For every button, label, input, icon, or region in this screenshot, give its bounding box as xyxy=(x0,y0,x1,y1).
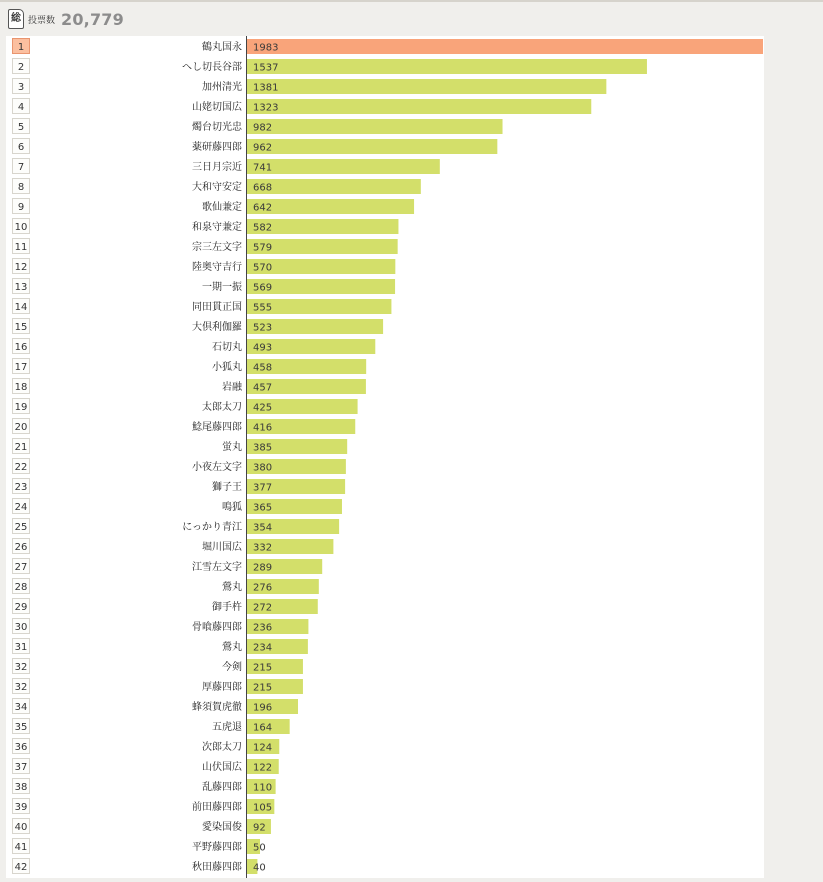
category-label: 山伏国広 xyxy=(202,762,242,773)
category-label: 次郎太刀 xyxy=(202,742,242,753)
category-label: 蛍丸 xyxy=(222,442,242,453)
category-label: 小狐丸 xyxy=(212,362,242,373)
value-label: 122 xyxy=(253,762,273,774)
ranking-row-42 xyxy=(13,859,266,875)
value-label: 40 xyxy=(253,862,266,874)
value-label: 962 xyxy=(253,142,273,154)
rank-number: 11 xyxy=(14,242,28,253)
category-label: 平野藤四郎 xyxy=(192,842,242,853)
value-label: 579 xyxy=(253,242,273,254)
ranking-row-40 xyxy=(13,819,271,835)
ranking-row-21 xyxy=(13,439,348,455)
value-bar xyxy=(247,39,763,54)
value-bar xyxy=(247,59,647,74)
rank-number: 10 xyxy=(14,222,28,233)
category-label: 愛染国俊 xyxy=(202,822,242,833)
ranking-row-31 xyxy=(13,639,308,655)
rank-number: 7 xyxy=(17,162,25,173)
ranking-row-34 xyxy=(13,699,299,715)
rank-number: 18 xyxy=(14,382,28,393)
category-label: 岩融 xyxy=(222,382,242,393)
rank-number: 1 xyxy=(17,42,25,53)
rank-number: 31 xyxy=(14,642,28,653)
ranking-row-26 xyxy=(13,539,334,555)
ranking-row-13 xyxy=(13,279,396,295)
value-label: 289 xyxy=(253,562,273,574)
vote-total-value: 20,779 xyxy=(61,9,124,29)
rank-number: 12 xyxy=(14,262,28,273)
value-label: 124 xyxy=(253,742,273,754)
value-label: 110 xyxy=(253,782,273,794)
ranking-row-3 xyxy=(13,79,607,95)
value-label: 493 xyxy=(253,342,273,354)
value-label: 1537 xyxy=(253,62,279,74)
rank-number: 34 xyxy=(14,702,28,713)
category-label: 獅子王 xyxy=(212,482,242,493)
rank-number: 23 xyxy=(14,482,28,493)
rank-number: 22 xyxy=(14,462,28,473)
rank-number: 13 xyxy=(14,282,28,293)
category-label: 小夜左文字 xyxy=(192,462,242,473)
ranking-row-5 xyxy=(13,119,503,135)
ranking-row-35 xyxy=(13,719,290,735)
value-label: 50 xyxy=(253,842,266,854)
value-label: 668 xyxy=(253,182,273,194)
value-bar xyxy=(247,99,591,114)
category-label: 一期一振 xyxy=(202,282,242,293)
ranking-row-18 xyxy=(13,379,366,395)
category-label: 鶴丸国永 xyxy=(202,42,242,53)
rank-number: 19 xyxy=(14,402,28,413)
category-label: 薬研藤四郎 xyxy=(192,142,242,153)
value-label: 741 xyxy=(253,162,273,174)
rank-number: 40 xyxy=(14,822,28,833)
rank-number: 2 xyxy=(17,62,25,73)
category-label: 堀川国広 xyxy=(202,542,242,553)
ranking-row-22 xyxy=(13,459,346,475)
category-label: 同田貫正国 xyxy=(192,302,242,313)
category-label: 山姥切国広 xyxy=(192,102,242,113)
category-label: 乱藤四郎 xyxy=(202,782,242,793)
value-label: 982 xyxy=(253,122,273,134)
ranking-row-17 xyxy=(13,359,367,375)
rank-number: 27 xyxy=(14,562,28,573)
value-label: 215 xyxy=(253,662,273,674)
category-label: 鳴狐 xyxy=(222,502,242,513)
rank-number: 35 xyxy=(14,722,28,733)
rank-number: 29 xyxy=(14,602,28,613)
rank-number: 16 xyxy=(14,342,28,353)
value-label: 272 xyxy=(253,602,273,614)
value-label: 425 xyxy=(253,402,273,414)
ranking-row-39 xyxy=(13,799,275,815)
value-label: 385 xyxy=(253,442,273,454)
rank-number: 5 xyxy=(17,122,25,133)
ranking-panel xyxy=(6,36,764,878)
value-label: 1323 xyxy=(253,102,279,114)
value-label: 582 xyxy=(253,222,273,234)
value-label: 380 xyxy=(253,462,273,474)
value-label: 377 xyxy=(253,482,273,494)
ranking-row-7 xyxy=(13,159,440,175)
category-label: 歌仙兼定 xyxy=(202,202,242,213)
category-label: 鶯丸 xyxy=(222,582,242,593)
top-border xyxy=(0,0,823,2)
ranking-row-36 xyxy=(13,739,280,755)
rank-number: 4 xyxy=(17,102,25,113)
value-label: 1983 xyxy=(253,42,279,54)
value-label: 234 xyxy=(253,642,273,654)
category-label: 大和守安定 xyxy=(192,182,242,193)
ranking-row-2 xyxy=(13,59,647,75)
category-label: 三日月宗近 xyxy=(192,162,242,173)
value-label: 570 xyxy=(253,262,273,274)
ranking-row-10 xyxy=(13,219,399,235)
value-label: 365 xyxy=(253,502,273,514)
value-label: 416 xyxy=(253,422,273,434)
rank-number: 36 xyxy=(14,742,28,753)
ranking-row-28 xyxy=(13,579,319,595)
value-bar xyxy=(247,119,503,134)
rank-number: 8 xyxy=(17,182,25,193)
category-label: にっかり青江 xyxy=(182,522,242,533)
ranking-bar-chart xyxy=(6,36,764,878)
value-label: 215 xyxy=(253,682,273,694)
category-label: 鶯丸 xyxy=(222,642,242,653)
category-label: 前田藤四郎 xyxy=(192,802,242,813)
vote-total-icon: 総 xyxy=(8,9,24,29)
ranking-row-15 xyxy=(13,319,384,335)
ranking-row-27 xyxy=(13,559,323,575)
ranking-row-14 xyxy=(13,299,392,315)
category-label: 秋田藤四郎 xyxy=(192,862,242,873)
value-label: 105 xyxy=(253,802,273,814)
value-label: 164 xyxy=(253,722,273,734)
ranking-row-33 xyxy=(13,679,303,695)
rank-number: 21 xyxy=(14,442,28,453)
ranking-row-16 xyxy=(13,339,376,355)
rank-number: 39 xyxy=(14,802,28,813)
category-label: 今剣 xyxy=(222,662,242,673)
value-label: 457 xyxy=(253,382,273,394)
ranking-row-6 xyxy=(13,139,498,155)
rank-number: 38 xyxy=(14,782,28,793)
value-label: 458 xyxy=(253,362,273,374)
ranking-row-41 xyxy=(13,839,266,855)
vote-count-label: 投票数 xyxy=(28,15,56,26)
rank-number: 9 xyxy=(17,202,25,213)
value-bar xyxy=(247,179,421,194)
rank-number: 20 xyxy=(14,422,28,433)
ranking-row-25 xyxy=(13,519,340,535)
ranking-row-4 xyxy=(13,99,592,115)
ranking-row-8 xyxy=(13,179,421,195)
value-bar xyxy=(247,159,440,174)
value-label: 569 xyxy=(253,282,273,294)
rank-number: 3 xyxy=(17,82,25,93)
rank-number: 6 xyxy=(17,142,25,153)
value-label: 354 xyxy=(253,522,273,534)
rank-number: 24 xyxy=(14,502,28,513)
category-label: 厚藤四郎 xyxy=(202,682,242,693)
category-label: 加州清光 xyxy=(202,82,242,93)
ranking-row-11 xyxy=(13,239,398,255)
category-label: 和泉守兼定 xyxy=(192,222,242,233)
category-label: 御手杵 xyxy=(212,602,242,613)
value-label: 642 xyxy=(253,202,273,214)
category-label: 五虎退 xyxy=(212,722,242,733)
category-label: 太郎太刀 xyxy=(202,402,242,413)
category-label: 蜂須賀虎徹 xyxy=(192,702,242,713)
ranking-row-30 xyxy=(13,619,309,635)
rank-number: 32 xyxy=(14,662,28,673)
ranking-row-37 xyxy=(13,759,279,775)
ranking-row-9 xyxy=(13,199,415,215)
value-bar xyxy=(247,79,606,94)
ranking-row-12 xyxy=(13,259,396,275)
value-bar xyxy=(247,139,497,154)
category-label: 石切丸 xyxy=(212,342,242,353)
ranking-row-29 xyxy=(13,599,318,615)
rank-number: 15 xyxy=(14,322,28,333)
rank-number: 32 xyxy=(14,682,28,693)
value-label: 555 xyxy=(253,302,273,314)
category-label: 骨喰藤四郎 xyxy=(192,622,242,633)
value-label: 523 xyxy=(253,322,273,334)
category-label: 大倶利伽羅 xyxy=(192,322,242,333)
category-label: 鯰尾藤四郎 xyxy=(192,422,242,433)
rank-number: 30 xyxy=(14,622,28,633)
category-label: へし切長谷部 xyxy=(182,62,242,73)
value-label: 92 xyxy=(253,822,266,834)
category-label: 宗三左文字 xyxy=(192,242,242,253)
ranking-row-24 xyxy=(13,499,342,515)
rank-number: 14 xyxy=(14,302,28,313)
category-label: 江雪左文字 xyxy=(192,562,242,573)
ranking-row-1 xyxy=(13,39,764,55)
value-label: 276 xyxy=(253,582,273,594)
category-label: 陸奥守吉行 xyxy=(192,262,242,273)
ranking-row-38 xyxy=(13,779,276,795)
ranking-row-32 xyxy=(13,659,303,675)
value-label: 236 xyxy=(253,622,273,634)
rank-number: 42 xyxy=(14,862,28,873)
rank-number: 41 xyxy=(14,842,28,853)
rank-number: 26 xyxy=(14,542,28,553)
value-label: 332 xyxy=(253,542,273,554)
rank-number: 25 xyxy=(14,522,28,533)
rank-number: 17 xyxy=(14,362,28,373)
vote-summary xyxy=(8,8,124,30)
ranking-row-23 xyxy=(13,479,346,495)
category-label: 燭台切光忠 xyxy=(192,122,242,133)
value-label: 1381 xyxy=(253,82,279,94)
value-label: 196 xyxy=(253,702,273,714)
rank-number: 28 xyxy=(14,582,28,593)
rank-number: 37 xyxy=(14,762,28,773)
ranking-row-19 xyxy=(13,399,358,415)
ranking-row-20 xyxy=(13,419,356,435)
